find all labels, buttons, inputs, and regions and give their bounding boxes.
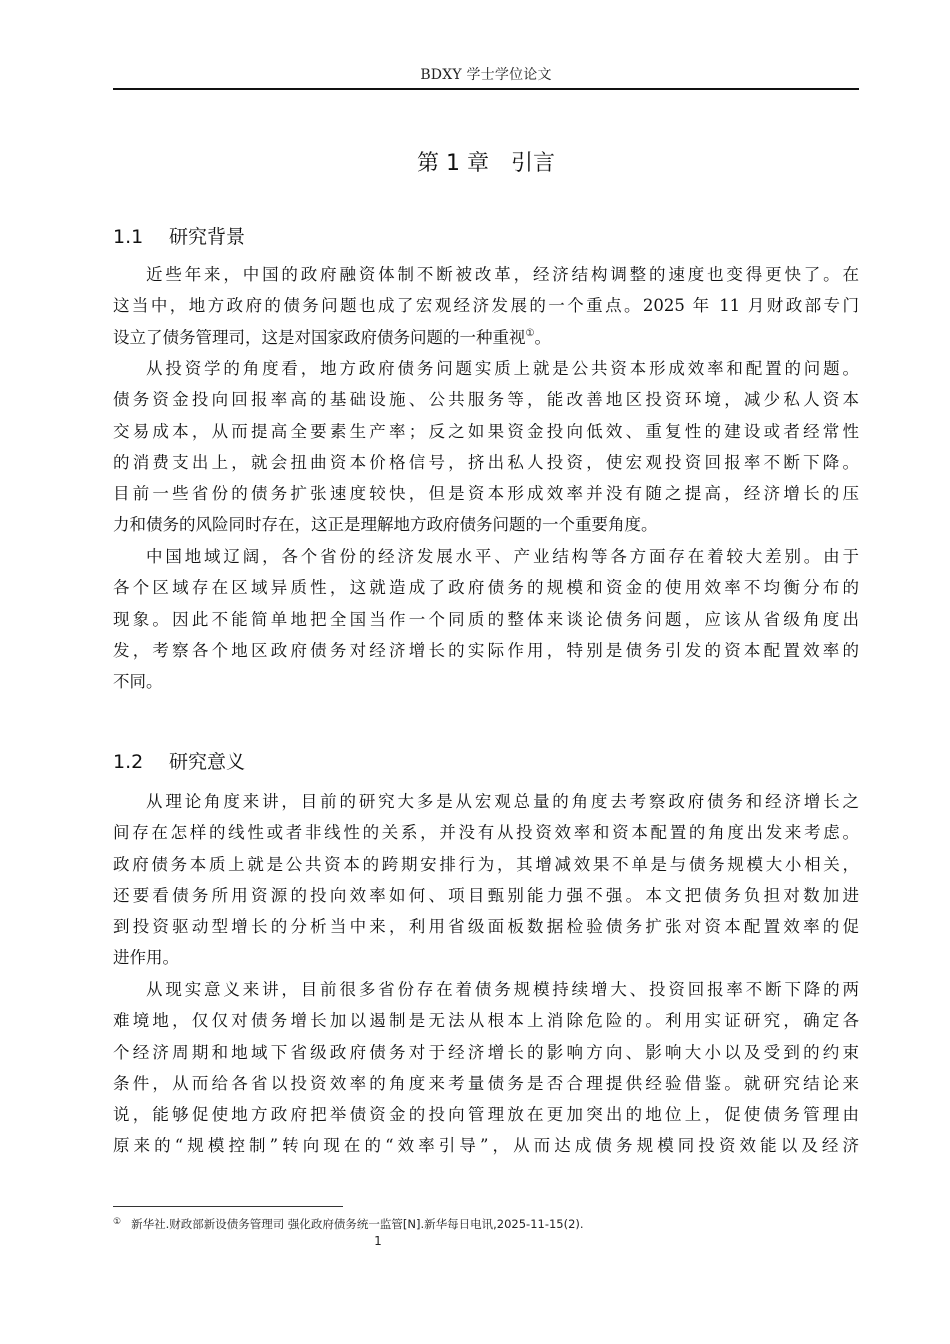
text-line: 现象。因此不能简单地把全国当作一个同质的整体来谈论债务问题，应该从省级角度出: [113, 609, 859, 629]
text-line: [113, 322, 859, 353]
section-title: 研究背景: [169, 226, 246, 248]
text-line: 难境地，仅仅对债务增长加以遏制是无法从根本上消除危险的。利用实证研究，确定各: [113, 1011, 859, 1031]
text-line: 从投资学的角度看，地方政府债务问题实质上就是公共资本形成效率和配置的问题。: [146, 359, 859, 378]
text-line: 目前一些省份的债务扩张速度较快，但是资本形成效率并没有随之提高，经济增长的压: [113, 484, 859, 504]
paragraph-1-2-2: [113, 974, 859, 1162]
text-line: 力和债务的风险同时存在，这正是理解地方政府债务问题的一个重要角度。: [113, 515, 658, 535]
text-line: 中国地域辽阔，各个省份的经济发展水平、产业结构等各方面存在着较大差别。由于: [146, 547, 859, 566]
page-number: 1: [374, 1234, 382, 1248]
chapter-title: 第 1 章 引言: [417, 151, 555, 176]
section-heading-1-1: [113, 222, 245, 249]
text-line: 进作用。: [113, 948, 179, 968]
section-heading-1-2: [113, 747, 245, 774]
text-line: 不同。: [113, 672, 163, 692]
text-line: 间存在怎样的线性或者非线性的关系，并没有从投资效率和资本配置的角度出发来考虑。: [113, 823, 859, 843]
section-number: 1.1: [113, 226, 144, 248]
paragraph-1-2-1: [113, 786, 859, 974]
text-line: 还要看债务所用资源的投向效率如何、项目甄别能力强不强。本文把债务负担对数加进: [113, 885, 859, 905]
text-line: 说，能够促使地方政府把举债资金的投向管理放在更加突出的地位上，促使债务管理由: [113, 1105, 859, 1125]
text-line: 原来的“规模控制”转向现在的“效率引导”，从而达成债务规模同投资效能以及经济: [113, 1136, 859, 1156]
footnote: [113, 1216, 859, 1232]
header-rule: [113, 88, 859, 90]
section-number: 1.2: [113, 751, 144, 773]
text-line: 的消费支出上，就会扭曲资本价格信号，挤出私人投资，使宏观投资回报率不断下降。: [113, 452, 859, 472]
text-line: 政府债务本质上就是公共资本的跨期安排行为，其增减效果不单是与债务规模大小相关，: [113, 854, 859, 874]
text-line: 从理论角度来讲，目前的研究大多是从宏观总量的角度去考察政府债务和经济增长之: [146, 792, 859, 811]
text-line: 各个区域存在区域异质性，这就造成了政府债务的规模和资金的使用效率不均衡分布的: [113, 578, 859, 598]
text-line: 债务资金投向回报率高的基础设施、公共服务等，能改善地区投资环境，减少私人资本: [113, 390, 859, 410]
section-title: 研究意义: [169, 751, 246, 773]
text-line: 到投资驱动型增长的分析当中来，利用省级面板数据检验债务扩张对资本配置效率的促: [113, 917, 859, 937]
text-line: 从现实意义来讲，目前很多省份存在着债务规模持续增大、投资回报率不断下降的两: [146, 980, 859, 999]
text-line: 近些年来，中国的政府融资体制不断被改革，经济结构调整的速度也变得更快了。在: [146, 265, 859, 284]
footnote-reference[interactable]: ①: [525, 327, 535, 339]
running-header: BDXY 学士学位论文: [420, 67, 552, 83]
paragraph-1-1-3: [113, 541, 859, 697]
text-line: 这当中，地方政府的债务问题也成了宏观经济发展的一个重点。2025 年 11 月财政部专门: [113, 296, 859, 316]
text-line-content: 设立了债务管理司，这是对国家政府债务问题的一种重视: [113, 327, 526, 347]
paragraph-1-1-2: [113, 353, 859, 541]
footnote-mark: ①: [113, 1217, 122, 1227]
text-line: 条件，从而给各省以投资效率的角度来考量债务是否合理提供经验借鉴。就研究结论来: [113, 1073, 859, 1093]
paragraph-1-1-1: [113, 259, 859, 353]
text-line: 个经济周期和地域下省级政府债务对于经济增长的影响方向、影响大小以及受到的约束: [113, 1042, 859, 1062]
footnote-rule: [113, 1206, 343, 1207]
sentence-end: 。: [534, 327, 551, 347]
footnote-text: 新华社.财政部新设债务管理司 强化政府债务统一监管[N].新华每日电讯,2025-11-15(2).: [131, 1217, 584, 1231]
text-line: 发，考察各个地区政府债务对经济增长的实际作用，特别是债务引发的资本配置效率的: [113, 640, 859, 660]
text-line: 交易成本，从而提高全要素生产率；反之如果资金投向低效、重复性的建设或者经常性: [113, 421, 859, 441]
